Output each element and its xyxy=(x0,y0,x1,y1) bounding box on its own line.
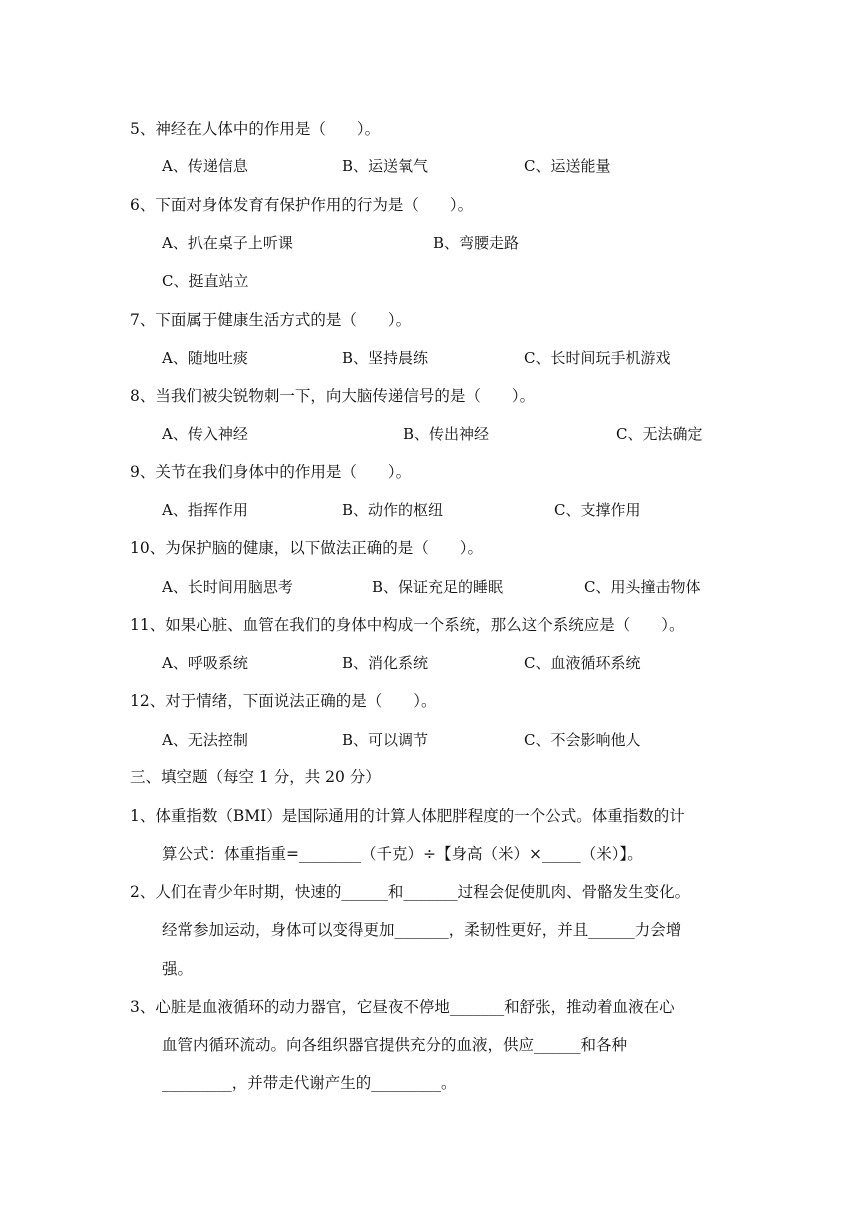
fill-item-3-line-2: 血管内循环流动。向各组织器官提供充分的血液，供应______和各种 xyxy=(162,1036,628,1054)
fill-item-1-line-2: 算公式：体重指重=________（千克）÷【身高（米）×_____（米）】。 xyxy=(162,845,643,863)
question-12-stem: 12、对于情绪，下面说法正确的是（ ）。 xyxy=(130,692,437,710)
question-10-option-b: B、保证充足的睡眠 xyxy=(372,578,504,596)
question-8-option-c: C、无法确定 xyxy=(616,425,703,443)
question-10-stem: 10、为保护脑的健康，以下做法正确的是（ ）。 xyxy=(130,539,483,557)
question-10-option-c: C、用头撞击物体 xyxy=(584,578,701,596)
question-7-option-a: A、随地吐痰 xyxy=(162,349,248,367)
question-12-option-c: C、不会影响他人 xyxy=(524,731,641,749)
question-12-option-b: B、可以调节 xyxy=(342,731,429,749)
question-9-option-c: C、支撑作用 xyxy=(554,501,641,519)
question-6-option-a: A、扒在桌子上听课 xyxy=(162,234,293,252)
question-7-option-b: B、坚持晨练 xyxy=(342,349,429,367)
fill-item-2-line-3: 强。 xyxy=(162,960,194,978)
question-8-option-b: B、传出神经 xyxy=(403,425,490,443)
fill-item-3-line-3: _________，并带走代谢产生的_________。 xyxy=(162,1074,457,1092)
question-7-stem: 7、下面属于健康生活方式的是（ ）。 xyxy=(130,311,412,329)
question-6-option-b: B、弯腰走路 xyxy=(433,234,520,252)
question-9-option-b: B、动作的枢纽 xyxy=(342,501,444,519)
question-8-option-a: A、传入神经 xyxy=(162,425,248,443)
question-11-stem: 11、如果心脏、血管在我们的身体中构成一个系统，那么这个系统应是（ ）。 xyxy=(130,616,685,634)
question-5-stem: 5、神经在人体中的作用是（ ）。 xyxy=(130,120,381,138)
question-9-option-a: A、指挥作用 xyxy=(162,501,248,519)
question-12-option-a: A、无法控制 xyxy=(162,731,248,749)
question-11-option-b: B、消化系统 xyxy=(342,654,429,672)
fill-item-1-line-1: 1、体重指数（BMI）是国际通用的计算人体肥胖程度的一个公式。体重指数的计 xyxy=(130,807,685,825)
fill-item-2-line-1: 2、人们在青少年时期，快速的______和_______过程会促使肌肉、骨骼发生变化。 xyxy=(130,883,691,901)
fill-item-2-line-2: 经常参加运动，身体可以变得更加_______，柔韧性更好，并且______力会增 xyxy=(162,921,682,939)
question-5-option-c: C、运送能量 xyxy=(524,157,611,175)
fill-item-3-line-1: 3、心脏是血液循环的动力器官，它昼夜不停地_______和舒张，推动着血液在心 xyxy=(130,998,675,1016)
question-5-option-b: B、运送氧气 xyxy=(342,157,429,175)
question-7-option-c: C、长时间玩手机游戏 xyxy=(524,349,671,367)
question-8-stem: 8、当我们被尖锐物刺一下，向大脑传递信号的是（ ）。 xyxy=(130,387,536,405)
question-6-option-c: C、挺直站立 xyxy=(162,272,249,290)
question-9-stem: 9、关节在我们身体中的作用是（ ）。 xyxy=(130,463,412,481)
section-3-heading: 三、填空题（每空 1 分，共 20 分） xyxy=(130,768,381,786)
question-11-option-a: A、呼吸系统 xyxy=(162,654,248,672)
question-5-option-a: A、传递信息 xyxy=(162,157,248,175)
question-11-option-c: C、血液循环系统 xyxy=(524,654,641,672)
question-10-option-a: A、长时间用脑思考 xyxy=(162,578,293,596)
question-6-stem: 6、下面对身体发育有保护作用的行为是（ ）。 xyxy=(130,196,474,214)
